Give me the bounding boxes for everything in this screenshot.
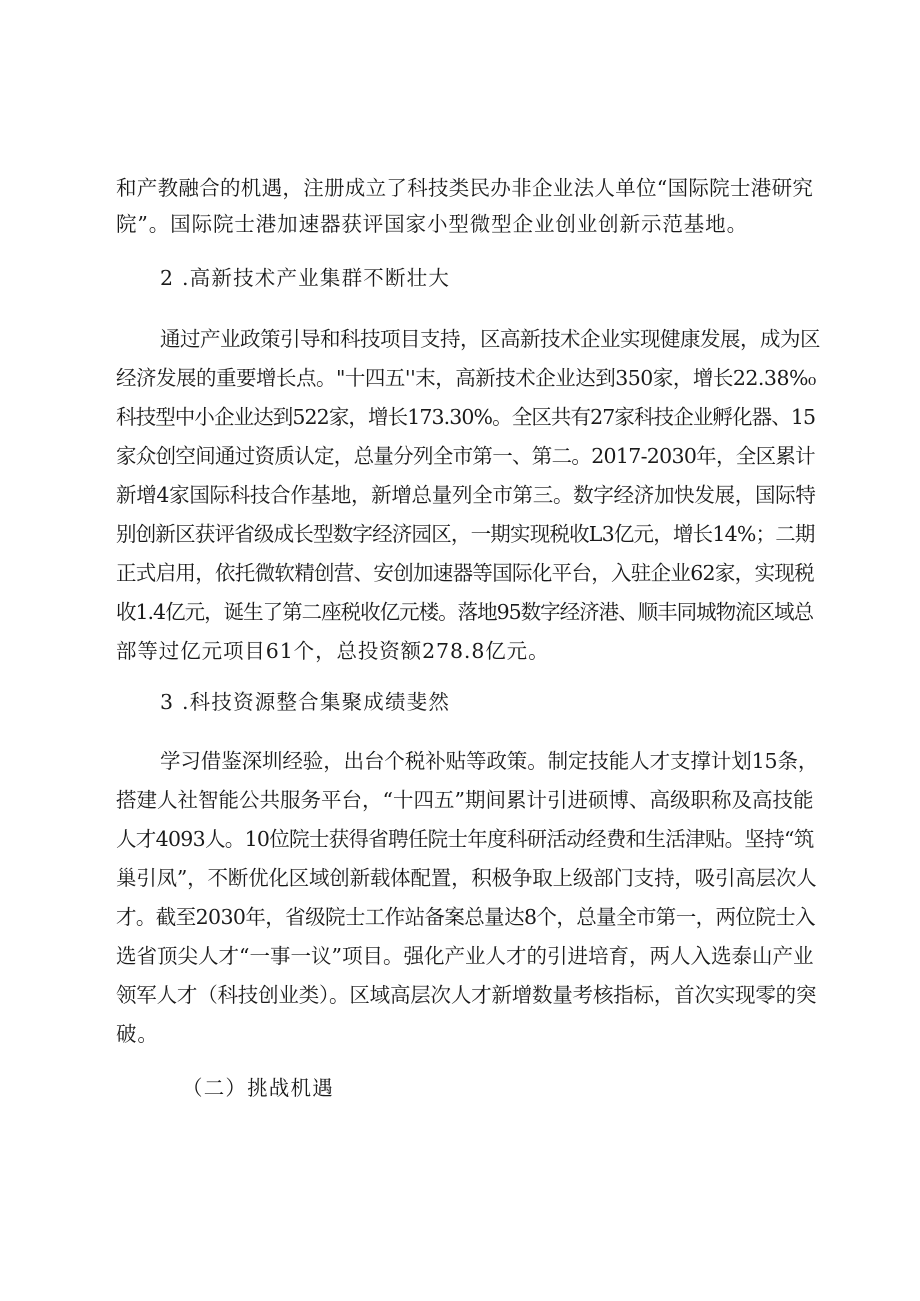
section-3-line: 选省顶尖人才“一事一议”项目。强化产业人才的引进培育，两人入选泰山产业 (116, 944, 814, 968)
section-2-line: 家众创空间通过资质认定，总量分列全市第一、第二。2017-2030年，全区累计 (116, 444, 815, 468)
section-2-line: 经济发展的重要增长点。"十四五''末，高新技术企业达到350家，增长22.38%₀ (116, 366, 816, 390)
intro-line: 和产教融合的机遇，注册成立了科技类民办非企业法人单位“国际院士港研究 (116, 176, 814, 200)
section-3-line: 巢引凤”，不断优化区域创新载体配置，积极争取上级部门支持，吸引高层次人 (116, 866, 816, 890)
section-2-line: 部等过亿元项目61个，总投资额278.8亿元。 (116, 639, 550, 663)
section-3-line: 领军人才（科技创业类）。区域高层次人才新增数量考核指标，首次实现零的突 (116, 983, 816, 1007)
section-2-heading: 2 .高新技术产业集群不断壮大 (160, 266, 451, 290)
section-3-line: 人才4093人。10位院士获得省聘任院士年度科研活动经费和生活津贴。坚持“筑 (116, 827, 814, 851)
section-2-line: 别创新区获评省级成长型数字经济园区，一期实现税收L3亿元，增长14%；二期 (116, 522, 815, 546)
section-2-line: 正式启用，依托微软精创营、安创加速器等国际化平台，入驻企业62家，实现税 (116, 561, 814, 585)
section-2-line: 通过产业政策引导和科技项目支持，区高新技术企业实现健康发展，成为区 (160, 327, 820, 351)
section-2-line: 科技型中小企业达到522家，增长173.30%。全区共有27家科技企业孵化器、15 (116, 405, 816, 429)
section-2-line: 新增4家国际科技合作基地，新增总量列全市第三。数字经济加快发展，国际特 (116, 483, 816, 507)
section-3-line: 学习借鉴深圳经验，出台个税补贴等政策。制定技能人才支撑计划15条， (160, 749, 819, 773)
section-3-heading: 3 .科技资源整合集聚成绩斐然 (160, 690, 451, 714)
section-3-line: 搭建人社智能公共服务平台，“十四五”期间累计引进硕博、高级职称及高技能 (116, 788, 814, 812)
challenges-heading: （二）挑战机遇 (182, 1076, 334, 1100)
intro-line: 院”。国际院士港加速器获评国家小型微型企业创业创新示范基地。 (116, 212, 748, 236)
section-2-line: 收1.4亿元，诞生了第二座税收亿元楼。落地95数字经济港、顺丰同城物流区域总 (116, 600, 814, 624)
section-3-line: 破。 (116, 1022, 159, 1046)
section-3-line: 才。截至2030年，省级院士工作站备案总量达8个，总量全市第一，两位院士入 (116, 905, 816, 929)
